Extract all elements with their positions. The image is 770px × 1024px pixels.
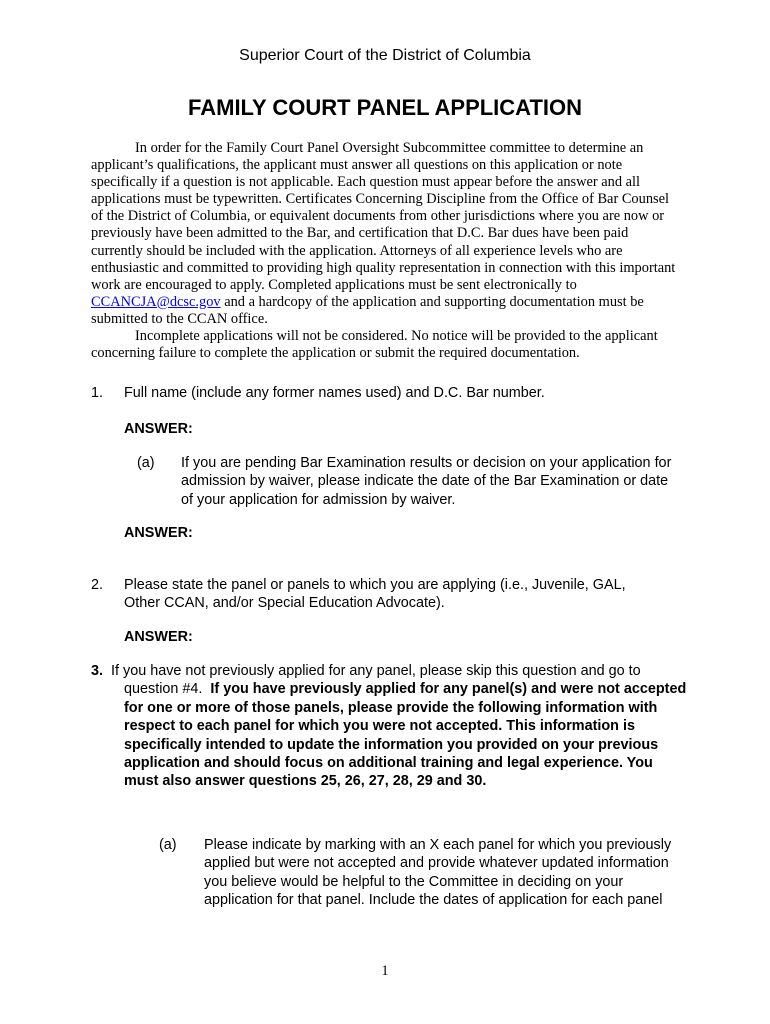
question-1-text: Full name (include any former names used) and D.C. Bar number.: [124, 385, 545, 401]
intro-paragraph-2: Incomplete applications will not be considered. No notice will be provided to the applicant concerning failure to complete the application or submit the required documentation.: [91, 328, 658, 362]
question-1-answer-label: ANSWER:: [124, 421, 193, 437]
question-3-text-bold: If you have previously applied for any panel(s) and were not accepted for one or more of those panels, please provide the following information with respect to each panel for which you were not accepted. This information is specifically intended to update the information you provided on your previous application and should focus on additional training and legal experience. You must also answer questions 25, 26, 27, 28, 29 and 30.: [124, 681, 687, 790]
question-1a-answer-label: ANSWER:: [124, 525, 193, 541]
page-title: FAMILY COURT PANEL APPLICATION: [188, 95, 582, 120]
question-2-answer-label: ANSWER:: [124, 629, 193, 645]
question-1a-label: (a): [137, 455, 155, 471]
email-link[interactable]: CCANCJA@dcsc.gov: [91, 293, 221, 310]
question-2-text: Please state the panel or panels to which you are applying (i.e., Juvenile, GAL, Other CCAN, and/or Special Education Advocate).: [124, 577, 626, 612]
question-2-number: 2.: [91, 577, 104, 593]
intro-section: [91, 140, 683, 362]
question-1-number: 1.: [91, 385, 104, 401]
court-name: Superior Court of the District of Columbia: [239, 47, 531, 64]
page-number: 1: [381, 963, 389, 979]
question-3-number: 3.: [91, 663, 104, 679]
question-3a-text: Please indicate by marking with an X each panel for which you previously applied but were not accepted and provide whatever updated information you believe would be helpful to the Committee in deciding on your application for that panel. Include the dates of application for each panel: [204, 837, 672, 909]
intro-text-after-link: and a hardcopy of the application and supporting documentation must be submitted to the CCAN office.: [91, 293, 644, 327]
question-3a-label: (a): [159, 837, 177, 853]
question-3: [91, 662, 685, 791]
intro-paragraph-1: [91, 140, 683, 328]
question-3-text-plain: If you have not previously applied for any panel, please skip this question and go to question #4.: [111, 663, 641, 698]
intro-text-before-link: In order for the Family Court Panel Oversight Subcommittee committee to determine an applicant’s qualifications, the applicant must answer all questions on this application or note specifically if a question is not applicable. Each question must appear before the answer and all applications must be typewritten. Certificates Concerning Discipline from the Office of Bar Counsel of the District of Columbia, or equivalent documents from other jurisdictions where you are now or previously have been admitted to the Bar, and certification that D.C. Bar dues have been paid currently should be included with the application. Attorneys of all experience levels who are enthusiastic and committed to providing high quality representation in connection with this important work are encouraged to apply. Completed applications must be sent electronically to: [91, 140, 676, 293]
question-1a-text: If you are pending Bar Examination results or decision on your application for admission by waiver, please indicate the date of the Bar Examination or date of your application for admission by waiver.: [181, 455, 672, 508]
